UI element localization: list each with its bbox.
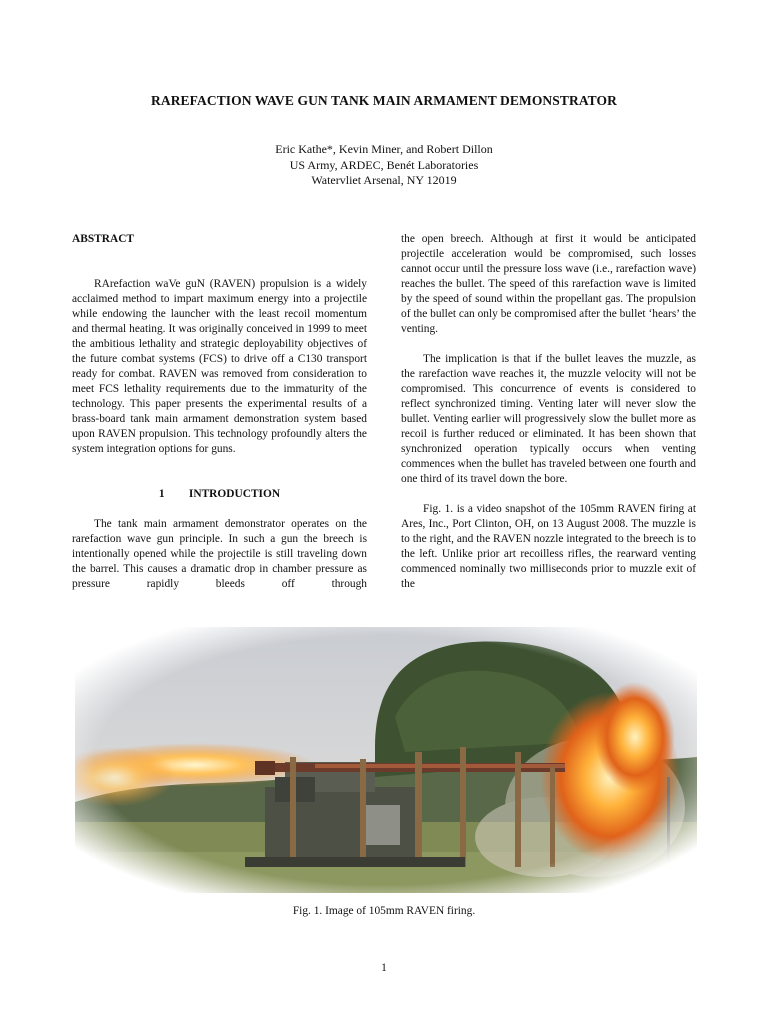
author-block [0, 142, 768, 189]
right-column [401, 232, 696, 592]
intro-paragraph-2: The implication is that if the bullet leaves the muzzle, as the rarefaction wave reaches it, the muzzle velocity will not be compromised. This concurrence of events is considered to reflect synchronized timing. Venting later will never slow the bullet. Venting earlier will progressively slow the bullet more as recoil is further reduced or eliminated. It has been shown that synchronized operation typically occurs when venting commences when the bullet has traveled between one fourth and one third of its travel down the bore. [401, 353, 696, 485]
left-column [72, 232, 367, 592]
figure-caption: Fig. 1. Image of 105mm RAVEN firing. [292, 905, 476, 917]
section-title: INTRODUCTION [188, 488, 281, 500]
section-heading-introduction [72, 487, 367, 502]
author-names: Eric Kathe*, Kevin Miner, and Robert Dillon [275, 142, 493, 156]
author-address: Watervliet Arsenal, NY 12019 [311, 173, 457, 187]
intro-paragraph-3: Fig. 1. is a video snapshot of the 105mm RAVEN firing at Ares, Inc., Port Clinton, OH, on 13 August 2008. The muzzle is to the right, and the RAVEN nozzle integrated to the breech is to the left. Unlike prior art recoilless rifles, the rearward venting commenced nominally two milliseconds prior to muzzle exit of the [401, 503, 696, 590]
section-number: 1 [158, 488, 165, 500]
raven-firing-illustration [75, 627, 697, 893]
page-number: 1 [381, 962, 387, 974]
author-affiliation: US Army, ARDEC, Benét Laboratories [289, 157, 479, 172]
paper-title: RAREFACTION WAVE GUN TANK MAIN ARMAMENT DEMONSTRATOR [151, 93, 617, 108]
abstract-text: RArefaction waVe guN (RAVEN) propulsion is a widely acclaimed method to impart maximum energy into a projectile while endowing the launcher with the least recoil momentum and thermal heating. It was originally conceived in 1999 to meet the ambitious lethality and strategic deployability objectives of the future combat systems (FCS) to drive off a C130 transport ready for combat. RAVEN was removed from consideration to meet FCS lethality requirements due to the immaturity of the technology. This paper presents the experimental results of a brass-board tank main armament demonstration system based upon RAVEN propulsion. This technology profoundly alters the system integration options for guns. [72, 278, 367, 455]
figure-raven-firing-photo [75, 627, 697, 893]
abstract-heading: ABSTRACT [72, 233, 135, 245]
intro-paragraph-1: The tank main armament demonstrator operates on the rarefaction wave gun principle. In such a gun the breech is intentionally opened while the projectile is still traveling down the barrel. This causes a dramatic drop in chamber pressure as pressure rapidly bleeds off through [72, 518, 367, 590]
intro-paragraph-1-continued: the open breech. Although at first it would be anticipated projectile acceleration would be compromised, such losses cannot occur until the pressure loss wave (i.e., rarefaction wave) reaches the bullet. The speed of this rarefaction wave is limited by the speed of sound within the propellant gas. The propulsion of the bullet can only be compromised after the bullet ‘hears’ the venting. [401, 233, 696, 335]
